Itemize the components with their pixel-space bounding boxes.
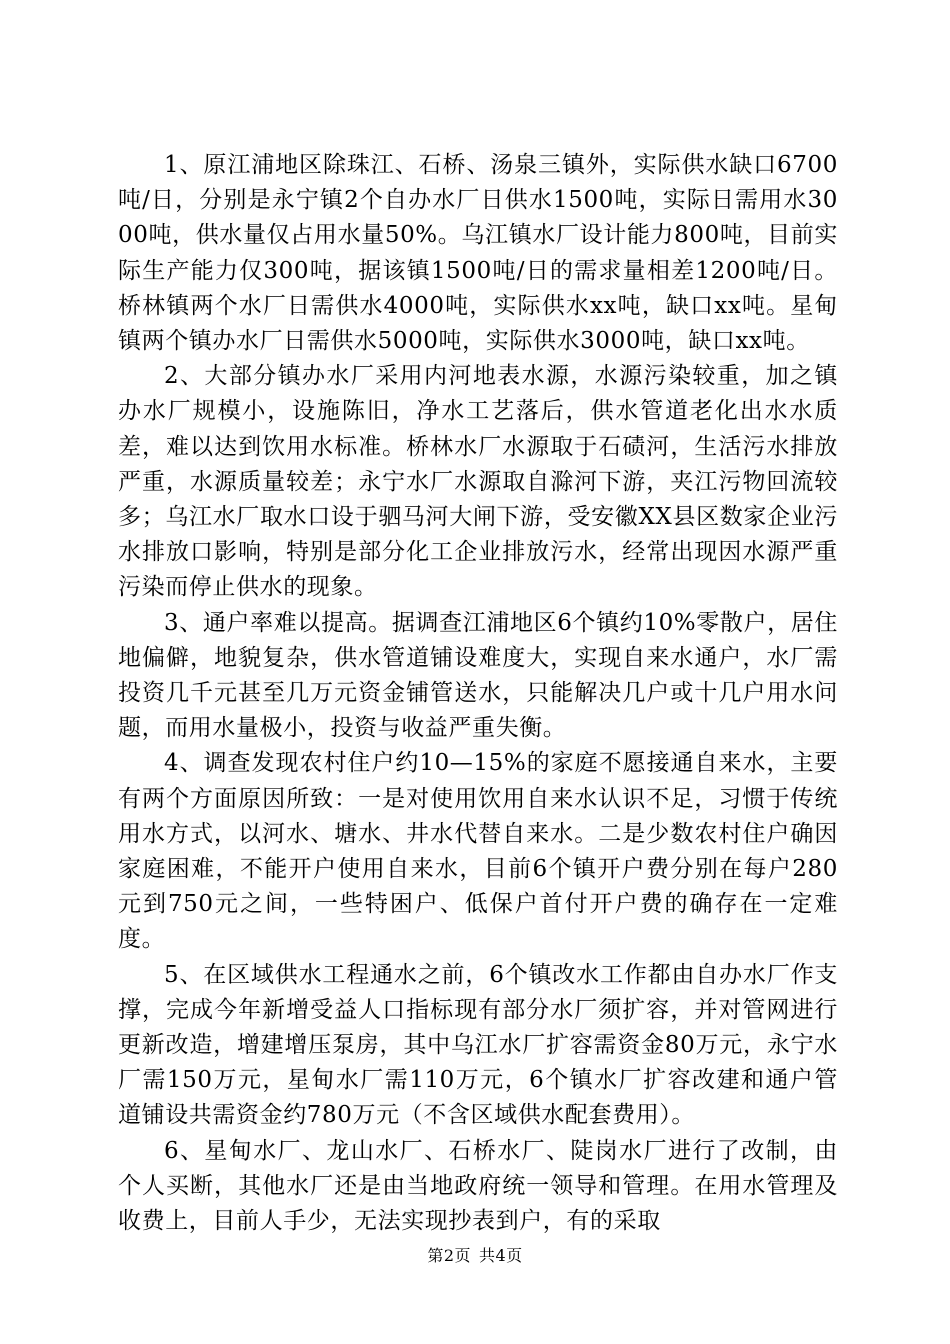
paragraph-3: 3、通户率难以提高。据调查江浦地区6个镇约10%零散户，居住地偏僻，地貌复杂，供水管道铺设难度大，实现自来水通户，水厂需投资几千元甚至几万元资金铺管送水，只能解决几户或十几户用水问题，而用水量极小，投资与收益严重失衡。 (118, 609, 838, 742)
paragraph-6: 6、星甸水厂、龙山水厂、石桥水厂、陡岗水厂进行了改制，由个人买断，其他水厂还是由当地政府统一领导和管理。在用水管理及收费上，目前人手少，无法实现抄表到户，有的采取 (118, 1137, 838, 1235)
paragraph-5: 5、在区域供水工程通水之前，6个镇改水工作都由自办水厂作支撑，完成今年新增受益人口指标现有部分水厂须扩容，并对管网进行更新改造，增建增压泵房，其中乌江水厂扩容需资金80万元，永宁水厂需150万元，星甸水厂需110万元，6个镇水厂扩容改建和通户管道铺设共需资金约780万元（不含区域供水配套费用）。 (118, 961, 838, 1129)
paragraph-2: 2、大部分镇办水厂采用内河地表水源，水源污染较重，加之镇办水厂规模小，设施陈旧，净水工艺落后，供水管道老化出水水质差，难以达到饮用水标准。桥林水厂水源取于石碛河，生活污水排放严重，水源质量较差；永宁水厂水源取自滁河下游，夹江污物回流较多；乌江水厂取水口设于驷马河大闸下游，受安徽XX县区数家企业污水排放口影响，特别是部分化工企业排放污水，经常出现因水源严重污染而停止供水的现象。 (118, 363, 838, 601)
page-number: 第2页 (427, 1246, 471, 1265)
paragraph-1: 1、原江浦地区除珠江、石桥、汤泉三镇外，实际供水缺口6700吨/日，分别是永宁镇2个自办水厂日供水1500吨，实际日需用水3000吨，供水量仅占用水量50%。乌江镇水厂设计能力800吨，目前实际生产能力仅300吨，据该镇1500吨/日的需求量相差1200吨/日。桥林镇两个水厂日需供水4000吨，实际供水xx吨，缺口xx吨。星甸镇两个镇办水厂日需供水5000吨，实际供水3000吨，缺口xx吨。 (118, 152, 838, 355)
document-body (118, 148, 838, 1239)
page-footer (0, 1243, 950, 1266)
page-total: 共4页 (479, 1246, 523, 1265)
paragraph-4: 4、调查发现农村住户约10—15%的家庭不愿接通自来水，主要有两个方面原因所致：一是对使用饮用自来水认识不足，习惯于传统用水方式，以河水、塘水、井水代替自来水。二是少数农村住户确因家庭困难，不能开户使用自来水，目前6个镇开户费分别在每户280元到750元之间，一些特困户、低保户首付开户费的确存在一定难度。 (118, 750, 838, 953)
